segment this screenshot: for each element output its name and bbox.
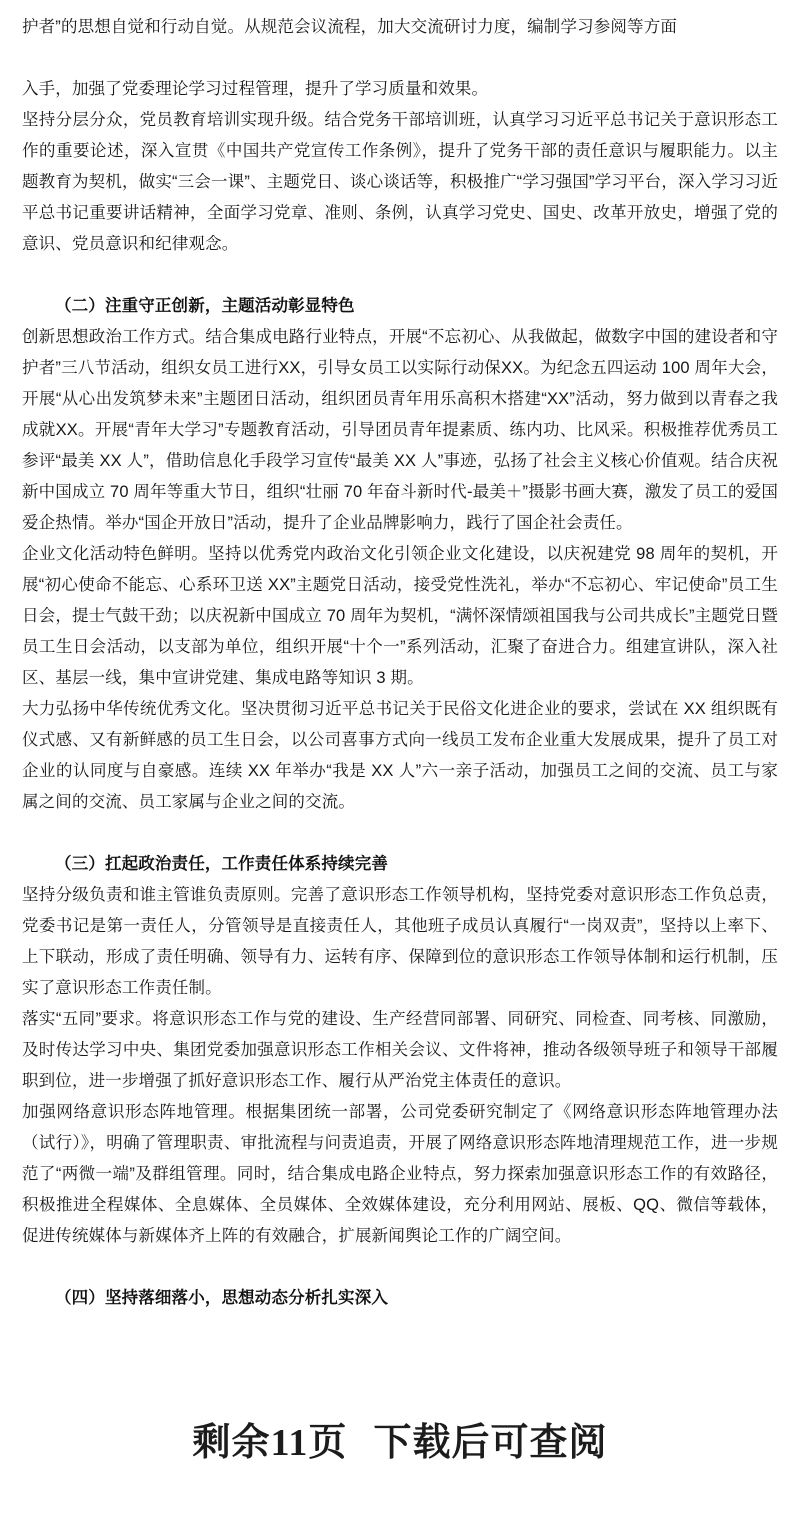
- section-heading-2: （二）注重守正创新，主题活动彰显特色: [55, 297, 355, 315]
- section-heading-4: （四）坚持落细落小，思想动态分析扎实深入: [55, 1289, 388, 1307]
- paragraph-2: 入手，加强了党委理论学习过程管理，提升了学习质量和效果。: [22, 80, 489, 98]
- clipped-top-line-text: [22, 0, 778, 2]
- download-label[interactable]: 下载后可查阅: [373, 1422, 608, 1464]
- paragraph-spacer: [22, 43, 778, 74]
- paragraph-7: 坚持分级负责和谁主管谁负责原则。完善了意识形态工作领导机构，坚持党委对意识形态工作负总责，党委书记是第一责任人，分管领导是直接责任人，其他班子成员认真履行“一岗双责”，坚持以上率下、上下联动，形成了责任明确、领导有力、运转有序、保障到位的意识形态工作领导体制和运行机制，压实了意识形态工作责任制。: [22, 886, 778, 997]
- paragraph-9: 加强网络意识形态阵地管理。根据集团统一部署，公司党委研究制定了《网络意识形态阵地管理办法（试行）》，明确了管理职责、审批流程与问责追责，开展了网络意识形态阵地清理规范工作，进一步规范了“两微一端”及群组管理。同时，结合集成电路企业特点，努力探索加强意识形态工作的有效路径，积极推进全程媒体、全息媒体、全员媒体、全效媒体建设，充分利用网站、展板、QQ、微信等载体，促进传统媒体与新媒体齐上阵的有效融合，扩展新闻舆论工作的广阔空间。: [22, 1103, 778, 1245]
- remaining-pages-label: 剩余11页: [192, 1422, 348, 1464]
- section-spacer-4: [22, 1252, 778, 1283]
- clipped-top-line: [22, 0, 778, 12]
- paragraph-1: 护者”的思想自觉和行动自觉。从规范会议流程，加大交流研讨力度，编制学习参阅等方面: [22, 18, 677, 36]
- paragraph-4: 创新思想政治工作方式。结合集成电路行业特点，开展“不忘初心、从我做起，做数字中国的建设者和守护者”三八节活动，组织女员工进行XX，引导女员工以实际行动保XX。为纪念五四运动 100 周年大会，开展“从心出发筑梦未来”主题团日活动，组织团员青年用乐高积木搭建“XX”活动，努力做到以青春之我成就XX。开展“青年大学习”专题教育活动，引导团员青年提素质、练内功、比风采。积极推荐优秀员工参评“最美 XX 人”，借助信息化手段学习宣传“最美 XX 人”事迹，弘扬了社会主义核心价值观。结合庆祝新中国成立 70 周年等重大节日，组织“壮丽 70 年奋斗新时代-最美＋”摄影书画大赛，激发了员工的爱国爱企热情。举办“国企开放日”活动，提升了企业品牌影响力，践行了国企社会责任。: [22, 328, 778, 532]
- preview-footer: [0, 1411, 800, 1466]
- paragraph-3: 坚持分层分众，党员教育培训实现升级。结合党务干部培训班，认真学习习近平总书记关于意识形态工作的重要论述，深入宣贯《中国共产党宣传工作条例》，提升了党务干部的责任意识与履职能力。以主题教育为契机，做实“三会一课”、主题党日、谈心谈话等，积极推广“学习强国”学习平台，深入学习习近平总书记重要讲话精神，全面学习党章、准则、条例，认真学习党史、国史、改革开放史，增强了党的意识、党员意识和纪律观念。: [22, 111, 778, 253]
- paragraph-6: 大力弘扬中华传统优秀文化。坚决贯彻习近平总书记关于民俗文化进企业的要求，尝试在 XX 组织既有仪式感、又有新鲜感的员工生日会，以公司喜事方式向一线员工发布企业重大发展成果，提升了员工对企业的认同度与自豪感。连续 XX 年举办“我是 XX 人”六一亲子活动，加强员工之间的交流、员工与家属之间的交流、员工家属与企业之间的交流。: [22, 700, 778, 811]
- section-spacer-3: [22, 818, 778, 849]
- section-spacer-2: [22, 260, 778, 291]
- section-heading-3: （三）扛起政治责任，工作责任体系持续完善: [55, 855, 388, 873]
- paragraph-5: 企业文化活动特色鲜明。坚持以优秀党内政治文化引领企业文化建设，以庆祝建党 98 周年的契机，开展“初心使命不能忘、心系环卫送 XX”主题党日活动，接受党性洗礼，举办“不忘初心、牢记使命”员工生日会，提士气鼓干劲；以庆祝新中国成立 70 周年为契机，“满怀深情颂祖国我与公司共成长”主题党日暨员工生日会活动，以支部为单位，组织开展“十个一”系列活动，汇聚了奋进合力。组建宣讲队，深入社区、基层一线，集中宣讲党建、集成电路等知识 3 期。: [22, 545, 778, 687]
- paragraph-8: 落实“五同”要求。将意识形态工作与党的建设、生产经营同部署、同研究、同检查、同考核、同激励，及时传达学习中央、集团党委加强意识形态工作相关会议、文件将神，推动各级领导班子和领导干部履职到位，进一步增强了抓好意识形态工作、履行从严治党主体责任的意识。: [22, 1010, 778, 1090]
